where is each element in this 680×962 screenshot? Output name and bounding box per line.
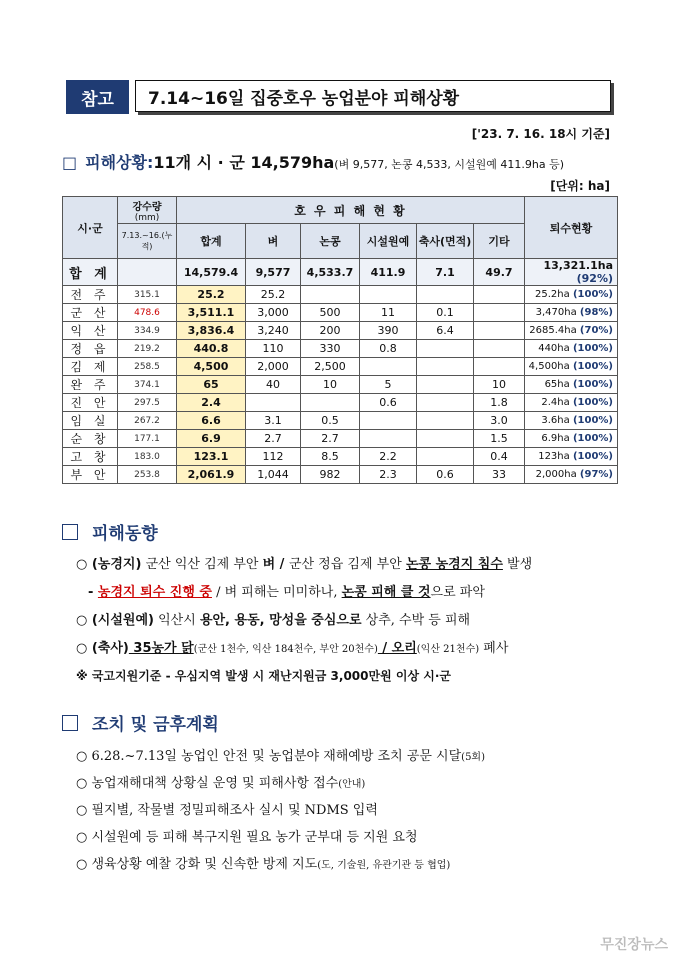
table-row	[63, 412, 618, 430]
plan-section-heading	[62, 710, 219, 735]
soybean-cell: 200	[301, 322, 360, 340]
greenhouse-cell: 2.2	[360, 448, 417, 466]
etc-cell: 0.4	[474, 448, 525, 466]
trend-emph: 35농가 닭	[128, 641, 194, 656]
sum-cell: 4,500	[177, 358, 246, 376]
rain-cell: 478.6	[118, 304, 177, 322]
region-cell: 김 제	[63, 358, 118, 376]
recovery-percent: (100%)	[572, 343, 613, 354]
barn-cell: 7.1	[417, 259, 474, 286]
recovery-cell	[525, 448, 618, 466]
recovery-percent: (100%)	[572, 289, 613, 300]
etc-cell	[474, 358, 525, 376]
rain-cell: 253.8	[118, 466, 177, 484]
etc-cell: 3.0	[474, 412, 525, 430]
trend-text: 군산 익산 김제 부안	[141, 557, 263, 572]
summary-label: 피해상황:	[85, 153, 154, 172]
col-header-barn: 축사(면적)	[417, 224, 474, 259]
checkbox-square-icon	[62, 715, 78, 731]
rain-cell: 334.9	[118, 322, 177, 340]
rice-cell: 3,240	[246, 322, 301, 340]
sum-cell: 3,511.1	[177, 304, 246, 322]
trend-text: 군산 정읍 김제 부안	[288, 557, 406, 572]
plan-item	[76, 853, 450, 872]
barn-cell	[417, 412, 474, 430]
rain-cell: 267.2	[118, 412, 177, 430]
soybean-cell	[301, 394, 360, 412]
trend-line-drainage	[88, 581, 485, 600]
trend-emph: 용안, 용동, 망성을 중심으로	[199, 613, 362, 628]
total-row	[63, 259, 618, 286]
recovery-cell	[525, 430, 618, 448]
soybean-cell: 4,533.7	[301, 259, 360, 286]
recovery-percent: (100%)	[572, 433, 613, 444]
recovery-area: 65ha	[544, 379, 570, 390]
recovery-percent: (100%)	[572, 361, 613, 372]
region-cell: 군 산	[63, 304, 118, 322]
trend-text: 폐사	[479, 641, 509, 656]
recovery-cell	[525, 304, 618, 322]
region-cell: 순 창	[63, 430, 118, 448]
region-cell: 전 주	[63, 286, 118, 304]
region-cell: 임 실	[63, 412, 118, 430]
rain-cell	[118, 259, 177, 286]
summary-detail: (벼 9,577, 논콩 4,533, 시설원예 411.9ha 등)	[334, 158, 565, 171]
table-row	[63, 466, 618, 484]
barn-cell	[417, 430, 474, 448]
etc-cell: 1.8	[474, 394, 525, 412]
table-row	[63, 448, 618, 466]
rain-period: 7.13.~16.(누적)	[118, 224, 177, 259]
trend-section-heading	[62, 519, 158, 544]
recovery-cell	[525, 376, 618, 394]
rice-cell	[246, 394, 301, 412]
etc-cell: 49.7	[474, 259, 525, 286]
sum-cell: 2,061.9	[177, 466, 246, 484]
greenhouse-cell: 2.3	[360, 466, 417, 484]
plan-item-text: ○ 생육상황 예찰 강화 및 신속한 방제 지도	[76, 857, 318, 872]
region-cell: 고 창	[63, 448, 118, 466]
recovery-area: 2,000ha	[535, 469, 577, 480]
col-header-soybean: 논콩	[301, 224, 360, 259]
rice-cell: 2,000	[246, 358, 301, 376]
greenhouse-cell: 0.6	[360, 394, 417, 412]
trend-emph: 논콩 농경지 침수	[405, 557, 503, 572]
trend-label: ○ (축사)	[76, 641, 129, 656]
table-row	[63, 430, 618, 448]
trend-line-farmland	[76, 553, 532, 572]
sum-cell: 2.4	[177, 394, 246, 412]
plan-section-title: 조치 및 금후계획	[92, 715, 219, 735]
rain-cell: 297.5	[118, 394, 177, 412]
plan-item	[76, 799, 378, 818]
damage-summary	[62, 150, 564, 173]
trend-emph: / 오리	[377, 641, 417, 656]
document-title: 7.14~16일 집중호우 농업분야 피해상황	[135, 80, 611, 112]
soybean-cell: 0.5	[301, 412, 360, 430]
recovery-area: 4,500ha	[528, 361, 570, 372]
table-row	[63, 322, 618, 340]
etc-cell: 10	[474, 376, 525, 394]
rice-cell: 40	[246, 376, 301, 394]
barn-cell: 0.6	[417, 466, 474, 484]
trend-text: 으로 파악	[430, 585, 485, 600]
soybean-cell	[301, 286, 360, 304]
trend-text: 상추, 수박 등 피해	[361, 613, 471, 628]
table-row	[63, 340, 618, 358]
barn-cell	[417, 286, 474, 304]
trend-section-title: 피해동향	[92, 524, 158, 544]
damage-table	[62, 196, 618, 484]
rice-cell: 112	[246, 448, 301, 466]
greenhouse-cell: 11	[360, 304, 417, 322]
etc-cell	[474, 322, 525, 340]
recovery-percent: (100%)	[572, 451, 613, 462]
rain-header-unit: (mm)	[134, 212, 160, 223]
region-cell: 진 안	[63, 394, 118, 412]
recovery-percent: (92%)	[576, 272, 613, 285]
plan-item	[76, 745, 485, 764]
rice-cell: 25.2	[246, 286, 301, 304]
trend-emph: 논콩 피해 클 것	[341, 585, 431, 600]
table-row	[63, 304, 618, 322]
trend-label: ○ (농경지)	[76, 557, 142, 572]
rain-header-label: 강수량	[132, 201, 162, 213]
rain-cell: 183.0	[118, 448, 177, 466]
table-row	[63, 394, 618, 412]
barn-cell	[417, 340, 474, 358]
col-header-etc: 기타	[474, 224, 525, 259]
recovery-area: 3.6ha	[541, 415, 570, 426]
greenhouse-cell	[360, 412, 417, 430]
rain-cell: 315.1	[118, 286, 177, 304]
barn-cell: 0.1	[417, 304, 474, 322]
recovery-percent: (100%)	[572, 397, 613, 408]
recovery-area: 13,321.1ha	[543, 259, 613, 272]
trend-text: 발생	[502, 557, 533, 572]
rice-cell: 9,577	[246, 259, 301, 286]
col-header-damage: 호 우 피 해 현 황	[177, 197, 525, 224]
etc-cell: 33	[474, 466, 525, 484]
sum-cell: 6.9	[177, 430, 246, 448]
region-cell: 완 주	[63, 376, 118, 394]
etc-cell	[474, 286, 525, 304]
soybean-cell: 10	[301, 376, 360, 394]
plan-item-note: (도, 기술원, 유관기관 등 협업)	[317, 860, 451, 871]
recovery-cell	[525, 412, 618, 430]
plan-item-text: ○ 시설원예 등 피해 복구지원 필요 농가 군부대 등 지원 요청	[76, 830, 418, 845]
soybean-cell: 500	[301, 304, 360, 322]
recovery-area: 3,470ha	[535, 307, 577, 318]
trend-text: / 벼 피해는 미미하나,	[211, 585, 342, 600]
checkbox-square-icon: □	[62, 153, 78, 172]
col-header-rice: 벼	[246, 224, 301, 259]
sum-cell: 123.1	[177, 448, 246, 466]
trend-emph: 벼 /	[262, 557, 289, 572]
trend-small: (군산 1천수, 익산 184천수, 부안 20천수)	[193, 644, 378, 655]
sum-cell: 14,579.4	[177, 259, 246, 286]
greenhouse-cell	[360, 358, 417, 376]
checkbox-square-icon	[62, 524, 78, 540]
barn-cell	[417, 448, 474, 466]
recovery-area: 6.9ha	[541, 433, 570, 444]
etc-cell	[474, 304, 525, 322]
greenhouse-cell: 390	[360, 322, 417, 340]
soybean-cell: 8.5	[301, 448, 360, 466]
basis-date: ['23. 7. 16. 18시 기준]	[471, 127, 610, 141]
greenhouse-cell	[360, 430, 417, 448]
soybean-cell: 2,500	[301, 358, 360, 376]
etc-cell	[474, 340, 525, 358]
recovery-cell	[525, 259, 618, 286]
plan-item	[76, 772, 365, 791]
rain-cell: 374.1	[118, 376, 177, 394]
col-header-region: 시·군	[63, 197, 118, 259]
sum-cell: 6.6	[177, 412, 246, 430]
soybean-cell: 330	[301, 340, 360, 358]
rain-cell: 177.1	[118, 430, 177, 448]
recovery-area: 123ha	[538, 451, 570, 462]
rice-cell: 2.7	[246, 430, 301, 448]
plan-item-text: ○ 필지별, 작물별 정밀피해조사 실시 및 NDMS 입력	[76, 803, 378, 818]
barn-cell	[417, 376, 474, 394]
plan-item-text: ○ 6.28.~7.13일 농업인 안전 및 농업분야 재해예방 조치 공문 시달	[76, 749, 462, 764]
rice-cell: 3,000	[246, 304, 301, 322]
col-header-sum: 합계	[177, 224, 246, 259]
trend-small: (익산 21천수)	[416, 644, 480, 655]
trend-text: 익산시	[153, 613, 200, 628]
sum-cell: 65	[177, 376, 246, 394]
sum-cell: 440.8	[177, 340, 246, 358]
recovery-percent: (100%)	[572, 415, 613, 426]
col-header-rain	[118, 197, 177, 224]
recovery-cell	[525, 394, 618, 412]
plan-item	[76, 826, 418, 845]
greenhouse-cell	[360, 286, 417, 304]
plan-item-note: (5회)	[461, 752, 485, 763]
recovery-area: 2685.4ha	[529, 325, 577, 336]
recovery-area: 25.2ha	[535, 289, 570, 300]
etc-cell: 1.5	[474, 430, 525, 448]
table-row	[63, 358, 618, 376]
table-row	[63, 286, 618, 304]
recovery-cell	[525, 466, 618, 484]
recovery-percent: (98%)	[579, 307, 613, 318]
region-cell: 부 안	[63, 466, 118, 484]
region-cell: 익 산	[63, 322, 118, 340]
dash: -	[88, 585, 98, 600]
rice-cell: 1,044	[246, 466, 301, 484]
sum-cell: 3,836.4	[177, 322, 246, 340]
recovery-cell	[525, 322, 618, 340]
greenhouse-cell: 411.9	[360, 259, 417, 286]
col-header-greenhouse: 시설원예	[360, 224, 417, 259]
barn-cell: 6.4	[417, 322, 474, 340]
recovery-area: 440ha	[538, 343, 570, 354]
recovery-percent: (70%)	[579, 325, 613, 336]
table-body	[63, 286, 618, 484]
plan-item-text: ○ 농업재해대책 상황실 운영 및 피해사항 접수	[76, 776, 339, 791]
recovery-percent: (97%)	[579, 469, 613, 480]
trend-line-greenhouse	[76, 609, 470, 628]
region-cell: 합 계	[63, 259, 118, 286]
recovery-cell	[525, 358, 618, 376]
sum-cell: 25.2	[177, 286, 246, 304]
reference-tag: 참고	[66, 80, 129, 114]
barn-cell	[417, 394, 474, 412]
plan-item-note: (안내)	[338, 779, 366, 790]
table-row	[63, 376, 618, 394]
recovery-area: 2.4ha	[541, 397, 570, 408]
barn-cell	[417, 358, 474, 376]
recovery-percent: (100%)	[572, 379, 613, 390]
rice-cell: 110	[246, 340, 301, 358]
region-cell: 정 읍	[63, 340, 118, 358]
col-header-recovery: 퇴수현황	[525, 197, 618, 259]
soybean-cell: 2.7	[301, 430, 360, 448]
support-criteria-note: ※ 국고지원기준 - 우심지역 발생 시 재난지원금 3,000만원 이상 시·군	[76, 669, 451, 683]
summary-main: 11개 시 · 군 14,579ha	[153, 153, 335, 172]
trend-label: ○ (시설원예)	[76, 613, 154, 628]
greenhouse-cell: 5	[360, 376, 417, 394]
watermark-logo: 무진장뉴스	[600, 937, 668, 953]
greenhouse-cell: 0.8	[360, 340, 417, 358]
trend-emph-red: 농경지 퇴수 진행 중	[97, 585, 212, 600]
recovery-cell	[525, 340, 618, 358]
rain-cell: 219.2	[118, 340, 177, 358]
trend-line-livestock	[76, 637, 508, 656]
recovery-cell	[525, 286, 618, 304]
rice-cell: 3.1	[246, 412, 301, 430]
soybean-cell: 982	[301, 466, 360, 484]
unit-label: [단위: ha]	[550, 179, 610, 193]
rain-cell: 258.5	[118, 358, 177, 376]
